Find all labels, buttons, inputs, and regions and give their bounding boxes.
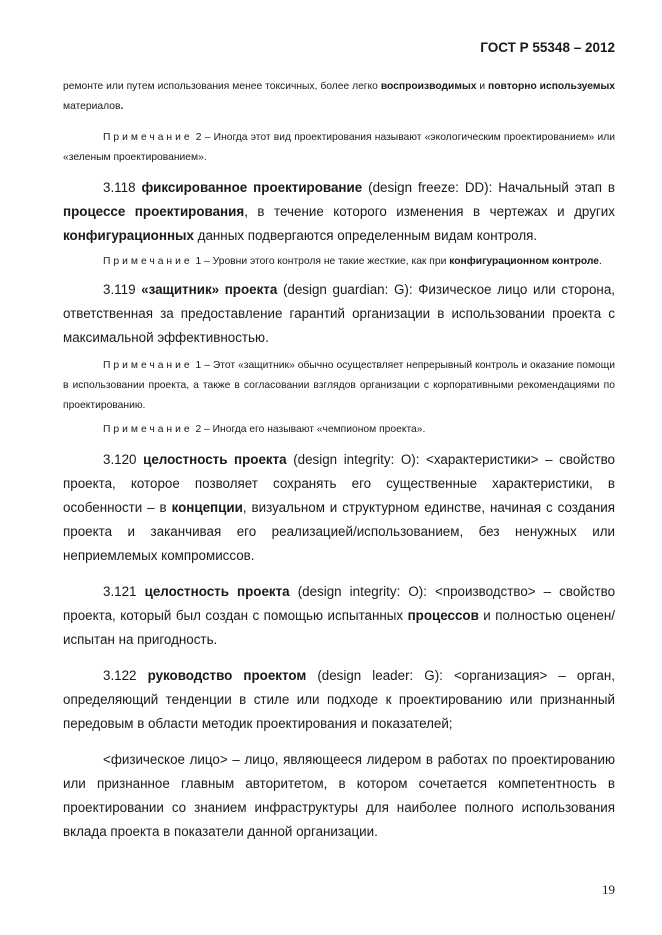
page-number: 19 (602, 882, 615, 897)
term-3-118 (63, 176, 615, 248)
text-run: (design integrity: О): <характеристики> – свойство проекта, которое позволяет сохранять его существенные характеристики, в особенности – в (63, 452, 615, 515)
note-label: Примечание (103, 256, 193, 267)
bold-term: конфигурационных (63, 228, 194, 243)
text-run: (design integrity: О): <производство> – свойство проекта, который был создан с помощью испытанных (63, 584, 616, 623)
term-number: 3.118 (103, 180, 142, 195)
note-paragraph (63, 252, 615, 272)
note-paragraph (63, 420, 615, 440)
text-run: и полностью оценен/испытан на пригодность. (63, 608, 615, 647)
note-text: 1 – Уровни этого контроля не такие жесткие, как при (192, 256, 450, 267)
standard-header: ГОСТ Р 55348 – 2012 (480, 40, 615, 55)
term-3-119 (63, 278, 615, 350)
term-title: руководство проектом (147, 668, 307, 683)
bold-term: . (120, 101, 124, 112)
bold-term: процессов (407, 608, 479, 623)
text-run: (design leader: G): <организация> – орган, определяющий тенденции в стиле или подходе к проектированию или признанный передовым в области методик проектирования и показателей; (63, 668, 615, 731)
term-3-122 (63, 664, 615, 736)
text-run: (design guardian: G): Физическое лицо или сторона, ответственная за предоставление гарантий организации в использовании проекта с максимальной эффективностью. (63, 282, 615, 345)
bold-term: конфигурационном контроле (449, 256, 600, 267)
term-title: фиксированное проектирование (141, 180, 363, 195)
text-run: , визуальном и структурном единстве, начиная с создания проекта и заканчивая его реализацией/использованием, без ненужных или неприемлемых компромиссов. (63, 500, 615, 563)
note-label: Примечание (103, 132, 193, 143)
text-run: данных подвергаются определенным видам контроля. (193, 228, 538, 243)
term-title: целостность проекта (143, 452, 287, 467)
term-title: «защитник» проекта (141, 282, 278, 297)
text-run: . (599, 256, 602, 267)
text-run: материалов (63, 101, 121, 112)
bold-term: воспроизводимых (380, 81, 477, 92)
text-run: (design freeze: DD): Начальный этап в (362, 180, 615, 195)
bold-term: повторно используемых (488, 81, 616, 92)
bold-term: концепции (171, 500, 243, 515)
term-number: 3.121 (103, 584, 145, 599)
bold-term: процессе проектирования (63, 204, 245, 219)
continuation-paragraph (63, 77, 615, 117)
note-paragraph (63, 356, 615, 416)
page-body (63, 77, 615, 844)
term-number: 3.120 (103, 452, 144, 467)
term-3-121 (63, 580, 615, 652)
term-number: 3.122 (103, 668, 148, 683)
closing-paragraph (63, 748, 615, 844)
text-run: ремонте или путем использования менее токсичных, более легко (63, 81, 381, 92)
note-text: 2 – Иногда этот вид проектирования называют «экологическим проектированием» или «зеленым проектированием». (63, 132, 615, 163)
term-number: 3.119 (103, 282, 142, 297)
text-run: <физическое лицо> – лицо, являющееся лидером в работах по проектированию или признанное главным авторитетом, в котором сочетается компетентность в проектировании со знанием инфраструктуры для наиболее полного использования вклада проекта в показатели данной организации. (63, 752, 615, 839)
term-title: целостность проекта (144, 584, 290, 599)
note-text: 1 – Этот «защитник» обычно осуществляет непрерывный контроль и оказание помощи в использовании проекта, а также в согласовании взглядов организации с корпоративными рекомендациями по проектированию. (63, 360, 615, 411)
text-run: , в течение которого изменения в чертежах и других (244, 204, 615, 219)
text-run: и (476, 81, 489, 92)
note-text: 2 – Иногда его называют «чемпионом проекта». (192, 424, 426, 435)
term-3-120 (63, 448, 615, 568)
note-label: Примечание (103, 360, 193, 371)
note-label: Примечание (103, 424, 193, 435)
note-paragraph (63, 128, 615, 168)
